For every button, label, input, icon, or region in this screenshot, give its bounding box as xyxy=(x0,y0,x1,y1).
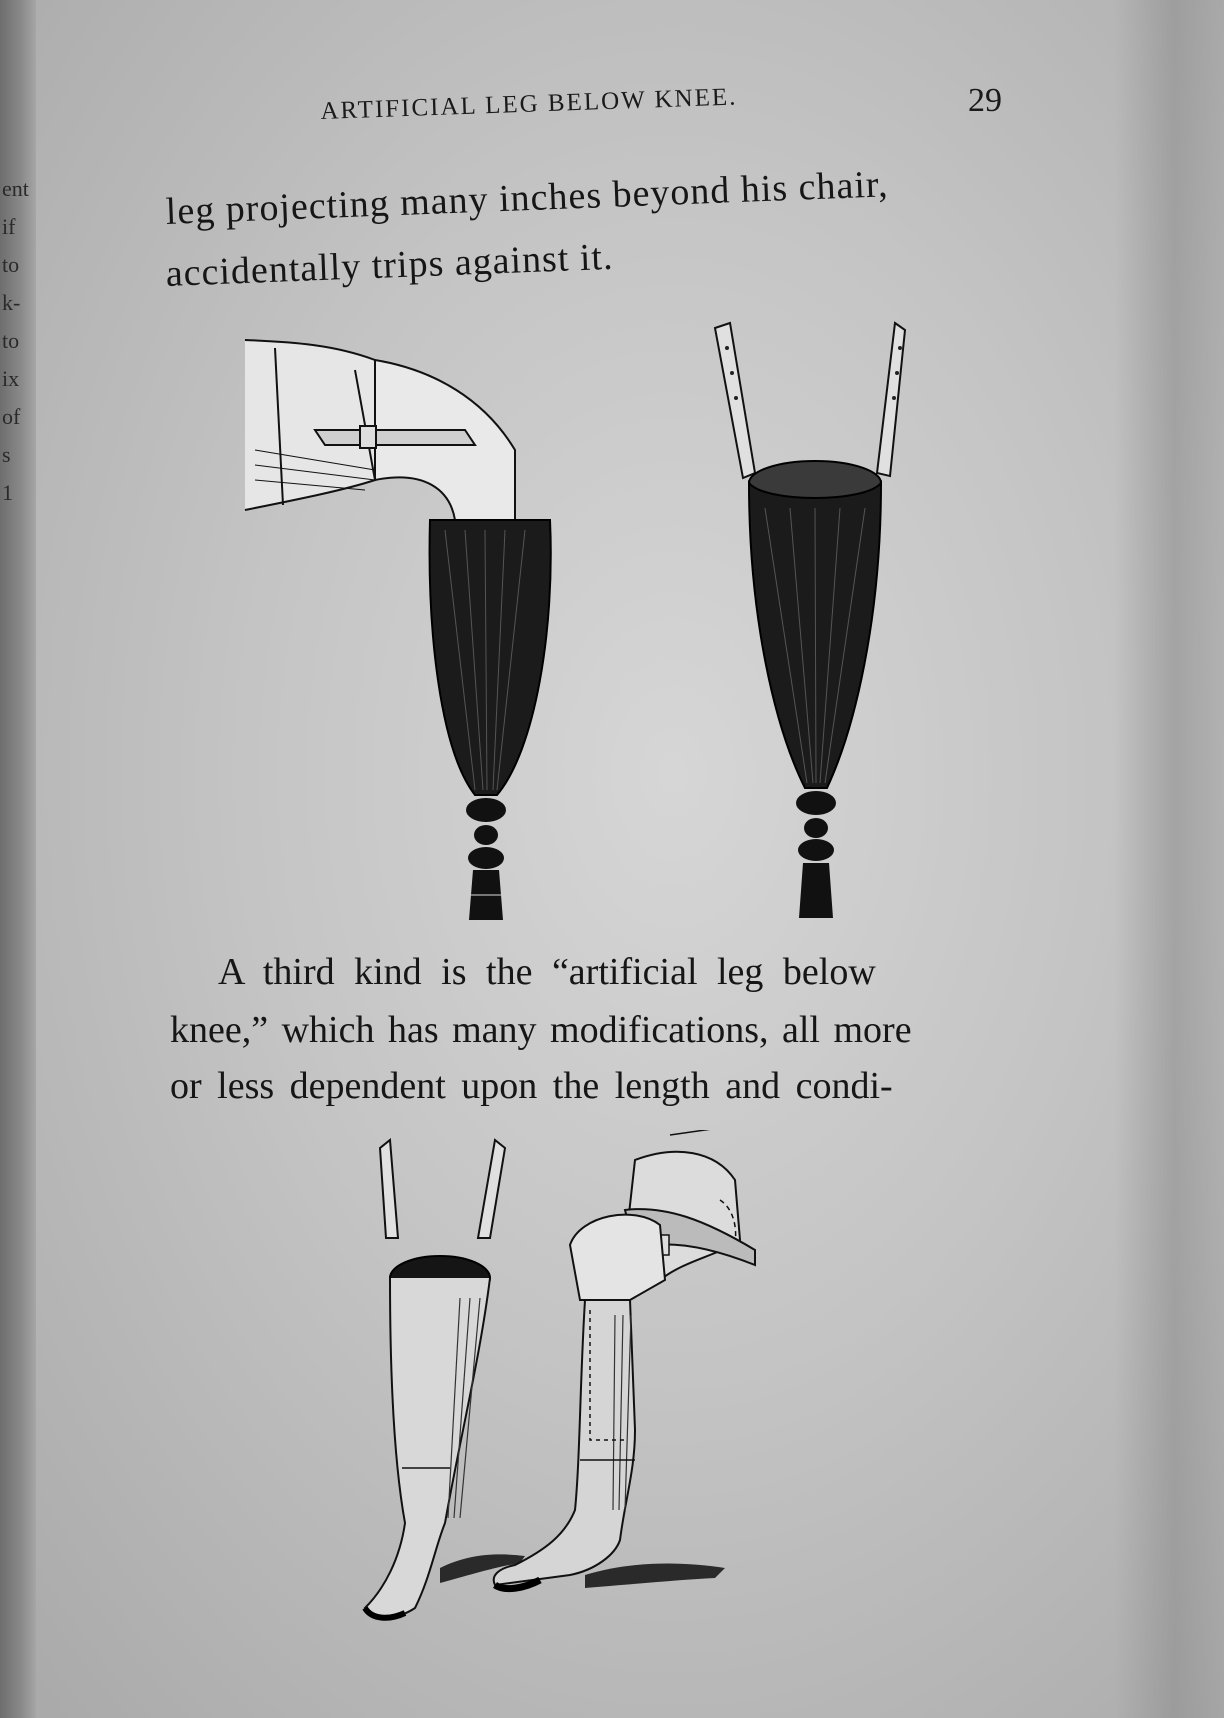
body-text-line: or less dependent upon the length and condi- xyxy=(170,1065,893,1107)
margin-fragment: ix xyxy=(2,366,20,391)
margin-fragment: ent xyxy=(2,176,29,201)
margin-fragment: to xyxy=(2,328,20,353)
margin-fragment: if xyxy=(2,214,16,239)
body-text-line: leg projecting many inches beyond his chair, xyxy=(165,163,890,233)
worn-prosthesis-illustration-icon xyxy=(485,1130,815,1630)
facing-page-text-fragments xyxy=(2,170,32,512)
bent-knee-prosthesis-illustration-icon xyxy=(235,330,565,930)
running-head: ARTIFICIAL LEG BELOW KNEE. xyxy=(320,83,738,125)
socket-prosthesis-illustration-icon xyxy=(705,318,925,928)
body-text-line: accidentally trips against it. xyxy=(165,235,615,295)
margin-fragment: 1 xyxy=(2,480,13,505)
margin-fragment: s xyxy=(2,442,11,467)
page-number: 29 xyxy=(968,82,1002,119)
body-text-line: knee,” which has many modifications, all more xyxy=(170,1009,912,1051)
margin-fragment: of xyxy=(2,404,21,429)
body-text-line: A third kind is the “artificial leg below xyxy=(218,951,876,993)
page-curl-shadow xyxy=(1114,0,1224,1718)
margin-fragment: to xyxy=(2,252,20,277)
margin-fragment: k- xyxy=(2,290,21,315)
